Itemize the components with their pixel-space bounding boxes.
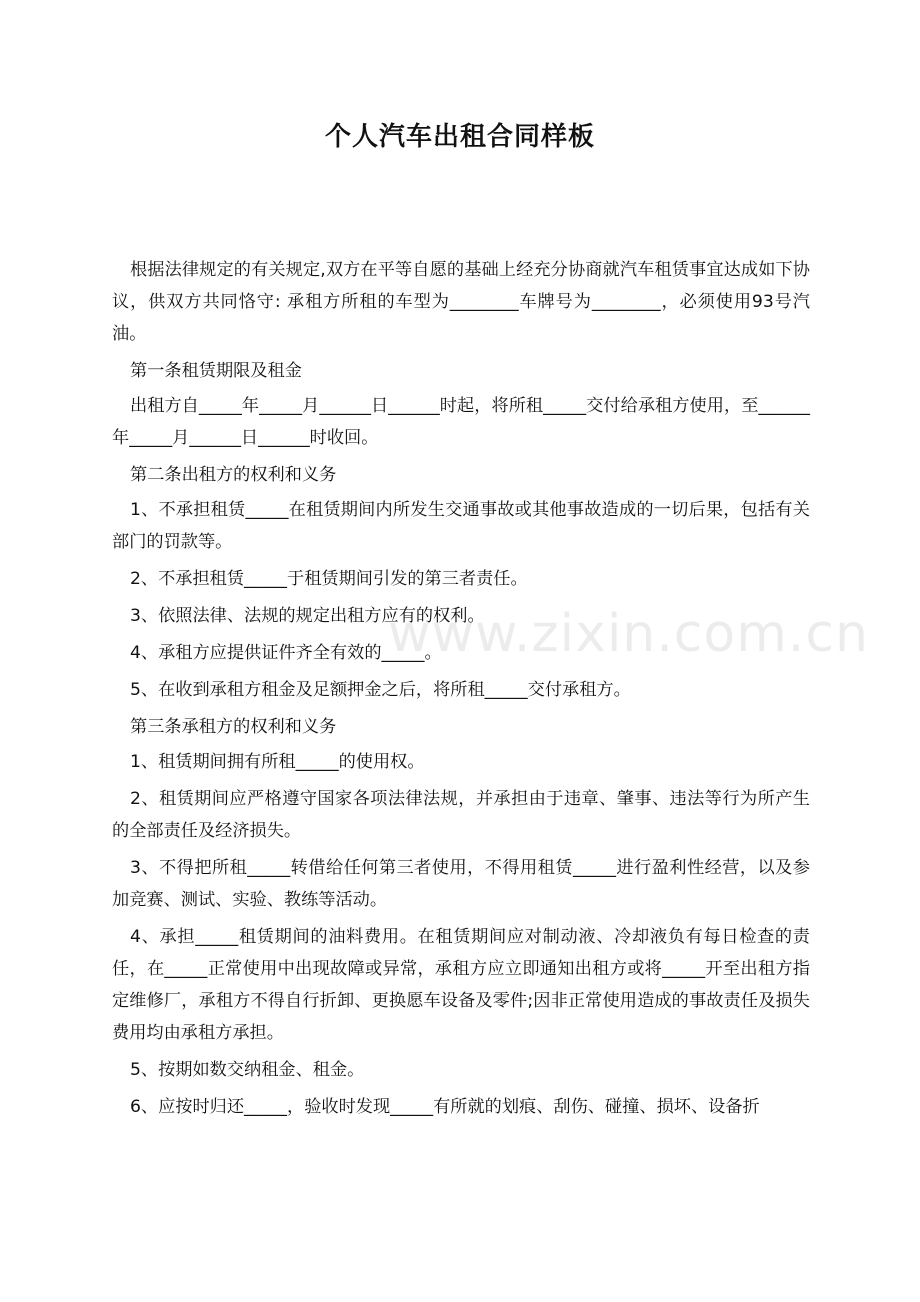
lessee-item-5: 5、按期如数交纳租金、租金。 <box>130 1060 365 1080</box>
lessor-item-3: 3、依照法律、法规的规定出租方应有的权利。 <box>130 606 485 626</box>
watermark: www.zixin.com.cn <box>388 604 869 664</box>
article-2-heading: 第二条出租方的权利和义务 <box>130 465 337 485</box>
paragraph-intro: 根据法律规定的有关规定,双方在平等自愿的基础上经充分协商就汽车租赁事宜达成如下协议，供双方共同恪守: 承租方所租的车型为________车牌号为________，必须使用93号汽油。 <box>112 260 810 344</box>
article-3-heading: 第三条承租方的权利和义务 <box>130 717 337 737</box>
paragraph-term: 出租方自_____年_____月______日______时起，将所租_____交付给承租方使用，至______年_____月______日______时收回。 <box>112 396 810 448</box>
lessee-item-3: 3、不得把所租_____转借给任何第三者使用，不得用租赁_____进行盈利性经营，以及参加竞赛、测试、实验、教练等活动。 <box>112 858 810 910</box>
document-title: 个人汽车出租合同样板 <box>324 122 595 152</box>
lessor-item-2: 2、不承担租赁_____于租赁期间引发的第三者责任。 <box>130 569 528 589</box>
lessee-item-6: 6、应按时归还_____，验收时发现_____有所就的划痕、刮伤、碰撞、损坏、设备折 <box>130 1097 760 1117</box>
article-1-heading: 第一条租赁期限及租金 <box>130 361 302 381</box>
lessee-item-4: 4、承担_____租赁期间的油料费用。在租赁期间应对制动液、冷却液负有每日检查的责任，在_____正常使用中出现故障或异常，承租方应立即通知出租方或将_____开至出租方指定维修厂，承租方不得自行折卸、更换愿车设备及零件;因非正常使用造成的事故责任及损失费用均由承租方承担。 <box>112 927 810 1043</box>
lessor-item-5: 5、在收到承租方租金及足额押金之后，将所租_____交付承租方。 <box>130 680 631 700</box>
lessee-item-1: 1、租赁期间拥有所租_____的使用权。 <box>130 752 425 772</box>
lessee-item-2: 2、租赁期间应严格遵守国家各项法律法规，并承担由于违章、肇事、违法等行为所产生的全部责任及经济损失。 <box>112 789 810 841</box>
lessor-item-1: 1、不承担租赁_____在租赁期间内所发生交通事故或其他事故造成的一切后果，包括有关部门的罚款等。 <box>112 500 810 552</box>
lessor-item-4: 4、承租方应提供证件齐全有效的_____。 <box>130 643 442 663</box>
document-body <box>112 254 810 1128</box>
